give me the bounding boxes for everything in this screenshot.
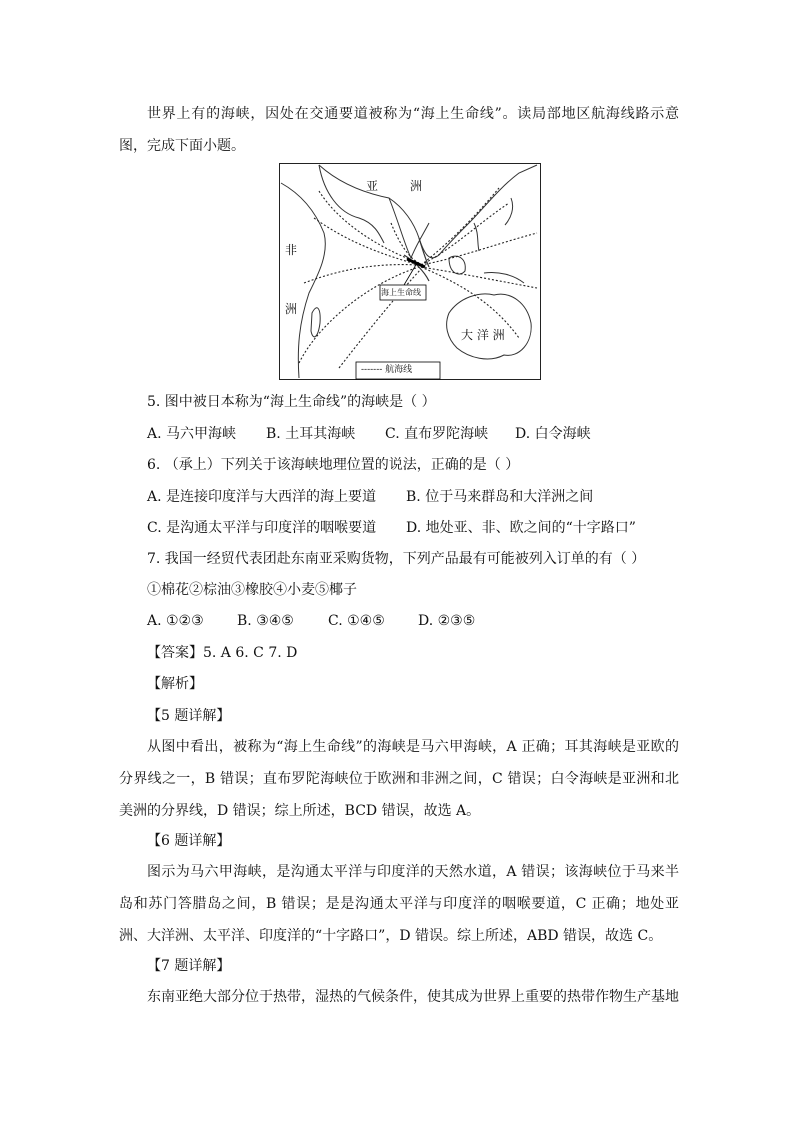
label-asia-2: 洲 bbox=[410, 179, 423, 193]
q6-option-a: A. 是连接印度洋与大西洋的海上要道 bbox=[147, 489, 377, 505]
intro-text: 世界上有的海峡，因处在交通要道被称为“海上生命线”。读局部地区航海线路示意图，完成下面小题。 bbox=[119, 106, 679, 154]
sec7-body: 东南亚绝大部分位于热带，湿热的气候条件，使其成为世界上重要的热带作物生产基地 bbox=[147, 989, 679, 1005]
label-africa-2: 洲 bbox=[285, 302, 298, 316]
q6-option-c: C. 是沟通太平洋与印度洋的咽喉要道 bbox=[147, 520, 377, 536]
q5-option-d: D. 白令海峡 bbox=[515, 426, 591, 442]
q6-stem: 6. （承上）下列关于该海峡地理位置的说法，正确的是（ ） bbox=[147, 457, 520, 473]
label-oceania: 大 洋 洲 bbox=[461, 328, 505, 342]
analysis-title: 【解析】 bbox=[147, 676, 203, 692]
q6-option-b: B. 位于马来群岛和大洋洲之间 bbox=[406, 489, 594, 505]
callout-label: 海上生命线 bbox=[381, 288, 421, 297]
label-asia-1: 亚 bbox=[366, 179, 379, 193]
legend-label: ------- 航海线 bbox=[361, 365, 413, 375]
q5-option-a: A. 马六甲海峡 bbox=[147, 426, 237, 442]
q7-option-a: A. ①②③ bbox=[147, 613, 204, 629]
sec6-title: 【6 题详解】 bbox=[147, 833, 231, 849]
route-map-figure bbox=[279, 163, 541, 380]
answer-line: 【答案】5. A 6. C 7. D bbox=[147, 645, 298, 661]
label-africa-1: 非 bbox=[285, 243, 298, 257]
sec6-body: 图示为马六甲海峡，是沟通太平洋与印度洋的天然水道，A 错误；该海峡位于马来半岛和苏门答腊岛之间，B 错误；是是沟通太平洋与印度洋的咽喉要道，C 正确；地处亚洲、大洋洲、太平洋、印度洋的“十字路口”，D 错误。综上所述，ABD 错误，故选 C。 bbox=[119, 864, 679, 944]
q5-option-b: B. 土耳其海峡 bbox=[266, 426, 356, 442]
q7-items: ①棉花②棕油③橡胶④小麦⑤椰子 bbox=[147, 582, 357, 598]
q6-option-d: D. 地处亚、非、欧之间的“十字路口” bbox=[406, 520, 636, 536]
route-map bbox=[279, 163, 541, 380]
q7-stem: 7. 我国一经贸代表团赴东南亚采购货物，下列产品最有可能被列入订单的有（ ） bbox=[147, 551, 646, 567]
q5-option-c: C. 直布罗陀海峡 bbox=[385, 426, 489, 442]
q7-option-b: B. ③④⑤ bbox=[237, 613, 294, 629]
q7-option-d: D. ②③⑤ bbox=[418, 613, 476, 629]
q5-stem: 5. 图中被日本称为“海上生命线”的海峡是（ ） bbox=[147, 394, 436, 410]
q7-option-c: C. ①④⑤ bbox=[328, 613, 385, 629]
sec7-title: 【7 题详解】 bbox=[147, 958, 231, 974]
sec5-title: 【5 题详解】 bbox=[147, 708, 231, 724]
sec5-body: 从图中看出，被称为“海上生命线”的海峡是马六甲海峡，A 正确；耳其海峡是亚欧的分界线之一，B 错误；直布罗陀海峡位于欧洲和非洲之间，C 错误；白令海峡是亚洲和北美洲的分界线，D 错误；综上所述，BCD 错误，故选 A。 bbox=[119, 739, 679, 819]
